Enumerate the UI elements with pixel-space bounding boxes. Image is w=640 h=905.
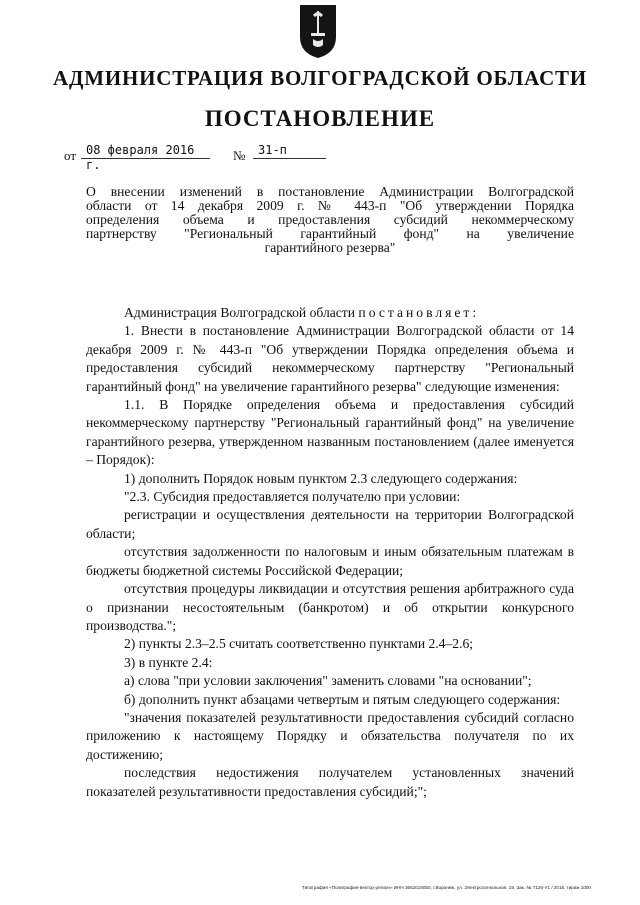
subject-line: определения объема и предоставления субсидий некоммерческому — [86, 212, 574, 227]
quote-2: последствия недостижения получателем установленных значений показателей результативности предоставления субсидий;"; — [86, 765, 574, 799]
print-imprint: Типография «Полиграфия-вектор-регион» ИНН 3662016050, г.Воронеж, ул. Электросигнальная, 19, Зак. № Т126-У1 / 2016, тираж 1000 — [302, 885, 591, 890]
condition-2: отсутствия задолженности по налоговым и иным обязательным платежам в бюджеты бюджетной системы Российской Федерации; — [86, 544, 574, 578]
subitem-b: б) дополнить пункт абзацами четвертым и пятым следующего содержания: — [124, 691, 561, 707]
document-body — [86, 304, 574, 801]
document-type-title: ПОСТАНОВЛЕНИЕ — [204, 106, 436, 131]
subject-line: партнерству "Региональный гарантийный фонд" на увеличение — [86, 226, 574, 241]
item-3: 3) в пункте 2.4: — [124, 654, 213, 670]
clause-2-3: "2.3. Субсидия предоставляется получателю при условии: — [124, 489, 461, 505]
subject-line: области от 14 декабря 2009 г. № 443-п "Об утверждении Порядка — [86, 198, 574, 213]
condition-3: отсутствия процедуры ликвидации и отсутствия решения арбитражного суда о признании несостоятельным (банкротом) и об открытии конкурсного производства."; — [86, 581, 574, 633]
date-label: от — [64, 148, 77, 163]
quote-1: "значения показателей результативности предоставления субсидий согласно приложению к настоящему Порядку и обязательства получателя по их достижению; — [86, 709, 574, 762]
item-2: 2) пункты 2.3–2.5 считать соответственно пунктами 2.4–2.6; — [124, 636, 474, 652]
subject-line: О внесении изменений в постановление Администрации Волгоградской — [86, 184, 574, 199]
preamble-text: Администрация Волгоградской области — [124, 305, 359, 320]
preamble — [86, 304, 574, 322]
coat-of-arms-icon — [297, 3, 339, 60]
organization-title: АДМИНИСТРАЦИЯ ВОЛГОГРАДСКОЙ ОБЛАСТИ — [53, 66, 587, 90]
subject-line: гарантийного резерва" — [264, 240, 396, 255]
number-label: № — [233, 148, 246, 163]
item-1: 1) дополнить Порядок новым пунктом 2.3 следующего содержания: — [124, 470, 518, 486]
subitem-a: а) слова "при условии заключения" заменить словами "на основании"; — [124, 673, 532, 689]
paragraph-1: 1. Внести в постановление Администрации Волгоградской области от 14 декабря 2009 г. № 443-п "Об утверждении Порядка определения объема и предоставления субсидий некоммерческому партнерству "Региональный гарантийный фонд" на увеличение гарантийного резерва" следующие изменения: — [86, 323, 574, 394]
preamble-keyword: постановляет: — [358, 305, 480, 320]
document-subject — [86, 185, 574, 255]
document-date: 08 февраля 2016 г. — [81, 143, 210, 159]
document-number: 31-п — [253, 143, 326, 159]
paragraph-1-1: 1.1. В Порядке определения объема и предоставления субсидий некоммерческому партнерству "Региональный гарантийный фонд" на увеличение гарантийного резерва, утвержденном названным постановлением (далее именуется – Порядок): — [86, 397, 574, 468]
condition-1: регистрации и осуществления деятельности на территории Волгоградской области; — [86, 507, 574, 541]
